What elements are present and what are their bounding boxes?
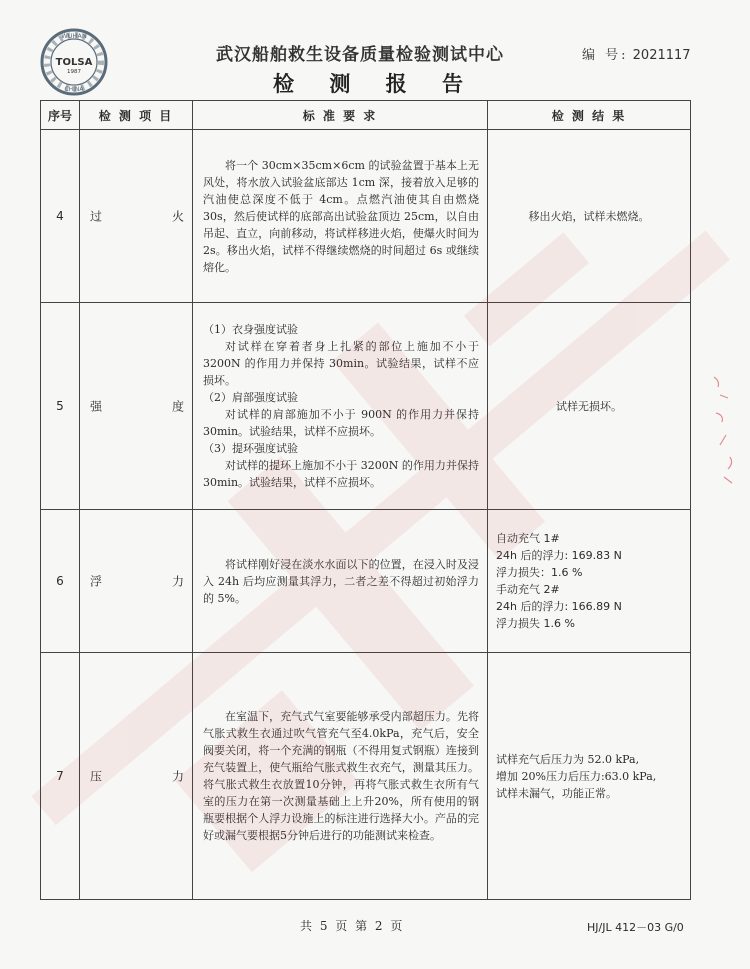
item-char-2: 度 xyxy=(171,399,184,414)
item-char-2: 火 xyxy=(171,209,184,224)
item-char-2: 力 xyxy=(171,574,184,589)
header-no: 序号 xyxy=(41,101,80,130)
serial-label: 编 号: xyxy=(582,48,629,63)
organization-name: 武汉船舶救生设备质量检验测试中心 xyxy=(216,45,504,65)
page-counter: 共 5 页 第 2 页 xyxy=(300,919,405,933)
row-result xyxy=(488,653,691,900)
test-results-table xyxy=(40,100,691,900)
row-no: 7 xyxy=(41,653,80,900)
requirement-subtitle: （2）肩部强度试验 xyxy=(203,391,298,404)
requirement-subtitle: （3）提环强度试验 xyxy=(203,442,298,455)
table-header-row xyxy=(41,101,691,130)
row-result: 试样无损坏。 xyxy=(488,303,691,510)
row-requirement xyxy=(193,130,488,303)
header-result: 检 测 结 果 xyxy=(488,101,691,130)
logo-text-top: WUHAN xyxy=(61,32,87,40)
requirement-text: 将一个 30cm×35cm×6cm 的试验盆置于基本上无风处，将水放入试验盆底部达 1cm 深，接着放入足够的汽油使总深度不低于 4cm。点燃汽油使其自由燃烧 30s，然后使试样的底部高出试验盆顶边 25cm，以自由吊起、直立，向前移动，将试样移进火焰，使爆火时间为 2s。移出火焰，试样不得继续燃烧的时间超过 6s 或继续熔化。 xyxy=(203,158,479,274)
logo-text-mid: TOLSA xyxy=(55,57,93,68)
row-requirement xyxy=(193,303,488,510)
row-requirement xyxy=(193,653,488,900)
row-requirement xyxy=(193,510,488,653)
requirement-text: 对试样的肩部施加不小于 900N 的作用力并保持 30min。试验结果，试样不应损坏。 xyxy=(203,408,479,438)
result-line: 24h 后的浮力: 166.89 N xyxy=(496,600,622,613)
logo-text-year: 1987 xyxy=(67,69,81,75)
row-no: 4 xyxy=(41,130,80,303)
row-result xyxy=(488,510,691,653)
table-row xyxy=(41,510,691,653)
item-char-1: 过 xyxy=(90,209,103,224)
result-line: 自动充气 1# xyxy=(496,532,560,545)
serial-value: 2021117 xyxy=(632,48,691,63)
header-requirement: 标 准 要 求 xyxy=(193,101,488,130)
table-row xyxy=(41,303,691,510)
serial-number xyxy=(582,44,691,63)
result-line: 增加 20%压力后压力:63.0 kPa, xyxy=(496,769,657,783)
row-no: 6 xyxy=(41,510,80,653)
requirement-text: 对试样在穿着者身上扎紧的部位上施加不小于 3200N 的作用力并保持 30min。试验结果，试样不应损坏。 xyxy=(203,340,479,387)
row-item xyxy=(80,510,193,653)
item-char-1: 浮 xyxy=(90,574,103,589)
row-no: 5 xyxy=(41,303,80,510)
report-title: 检 测 报 告 xyxy=(273,71,477,96)
result-line: 试样未漏气，功能正常。 xyxy=(496,786,617,800)
row-item xyxy=(80,303,193,510)
item-char-1: 强 xyxy=(90,399,103,414)
item-char-1: 压 xyxy=(90,769,103,784)
result-line: 浮力损失：1.6 % xyxy=(496,566,583,579)
item-char-2: 力 xyxy=(171,769,184,784)
result-line: 浮力损失 1.6 % xyxy=(496,617,575,630)
table-row xyxy=(41,653,691,900)
result-line: 24h 后的浮力: 169.83 N xyxy=(496,549,622,562)
row-item xyxy=(80,653,193,900)
document-code: HJ/JL 412－03 G/0 xyxy=(587,921,684,934)
requirement-text: 对试样的提环上施加不小于 3200N 的作用力并保持 30min。试验结果，试样不应损坏。 xyxy=(203,459,479,489)
header-item: 检 测 项 目 xyxy=(80,101,193,130)
row-item xyxy=(80,130,193,303)
requirement-subtitle: （1）衣身强度试验 xyxy=(203,323,298,336)
row-result: 移出火焰，试样未燃烧。 xyxy=(488,130,691,303)
result-line: 手动充气 2# xyxy=(496,583,560,596)
side-stamp-fragment xyxy=(706,365,746,495)
requirement-text: 在室温下，充气式气室要能够承受内部超压力。先将气胀式救生衣通过吹气管充气至4.0kPa，充气后，安全阀要关闭，将一个充满的钢瓶（不得用复式钢瓶）连接到充气装置上，使气瓶给气胀式救生衣充气，测量其压力。将气胀式救生衣放置10分钟，再将气胀式救生衣所有气室的压力在第一次测量基础上上升20%，所有使用的钢瓶要根据个人浮力设施上的标注进行选择大小。产品的完好或漏气要根据5分钟后进行的功能测试来检查。 xyxy=(203,710,479,842)
result-line: 试样充气后压力为 52.0 kPa, xyxy=(496,752,640,766)
requirement-text: 将试样刚好浸在淡水水面以下的位置，在浸入时及浸入 24h 后均应测量其浮力，二者之差不得超过初始浮力的 5%。 xyxy=(203,557,479,605)
logo-text-bottom: CHINA xyxy=(64,86,84,93)
table-row xyxy=(41,130,691,303)
tolsa-logo-seal xyxy=(40,28,108,96)
